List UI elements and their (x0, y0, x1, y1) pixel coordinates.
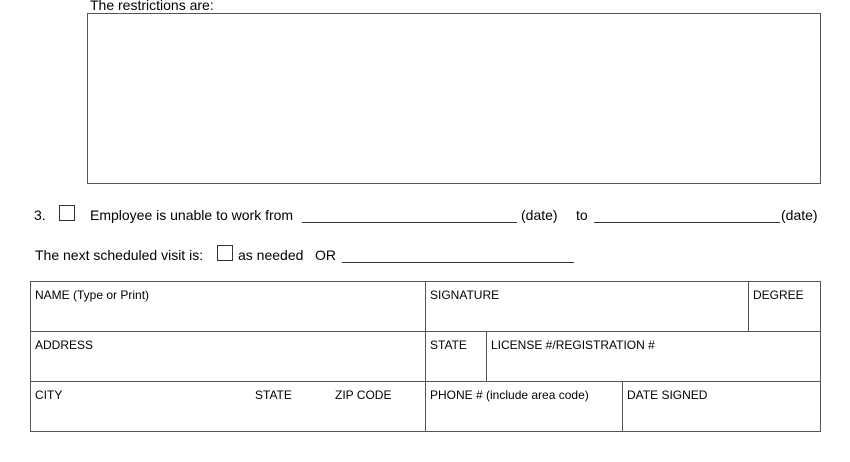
as-needed-checkbox[interactable] (217, 245, 233, 261)
name-label: NAME (Type or Print) (35, 288, 150, 302)
next-visit-label: The next scheduled visit is: (35, 247, 204, 263)
city-label: CITY (35, 388, 63, 402)
or-label: OR (315, 247, 336, 263)
date-signed-label: DATE SIGNED (627, 388, 708, 402)
restrictions-textarea[interactable] (87, 13, 821, 184)
city-cell[interactable] (31, 382, 426, 432)
name-cell[interactable] (31, 282, 426, 332)
degree-cell[interactable] (749, 282, 821, 332)
to-date-field[interactable] (594, 222, 780, 223)
zip-code-label: ZIP CODE (335, 388, 392, 402)
unable-to-work-checkbox[interactable] (59, 205, 75, 221)
item-number: 3. (34, 207, 46, 223)
to-label: to (576, 207, 588, 223)
to-date-label: (date) (781, 207, 818, 223)
unable-to-work-label: Employee is unable to work from (90, 207, 294, 223)
license-label: LICENSE #/REGISTRATION # (491, 338, 655, 352)
phone-cell[interactable] (426, 382, 623, 432)
license-state-cell[interactable] (426, 332, 487, 382)
address-cell[interactable] (31, 332, 426, 382)
from-date-label: (date) (521, 207, 558, 223)
next-visit-field[interactable] (342, 262, 574, 263)
signature-label: SIGNATURE (430, 288, 500, 302)
restrictions-label: The restrictions are: (90, 0, 214, 13)
city-state-label: STATE (255, 388, 292, 402)
phone-label: PHONE # (include area code) (430, 388, 589, 402)
degree-label: DEGREE (753, 288, 804, 302)
provider-info-table (30, 281, 821, 432)
as-needed-label: as needed (238, 247, 304, 263)
signature-cell[interactable] (426, 282, 749, 332)
license-cell[interactable] (487, 332, 821, 382)
from-date-field[interactable] (302, 222, 517, 223)
address-label: ADDRESS (35, 338, 94, 352)
date-signed-cell[interactable] (623, 382, 821, 432)
license-state-label: STATE (430, 338, 467, 352)
